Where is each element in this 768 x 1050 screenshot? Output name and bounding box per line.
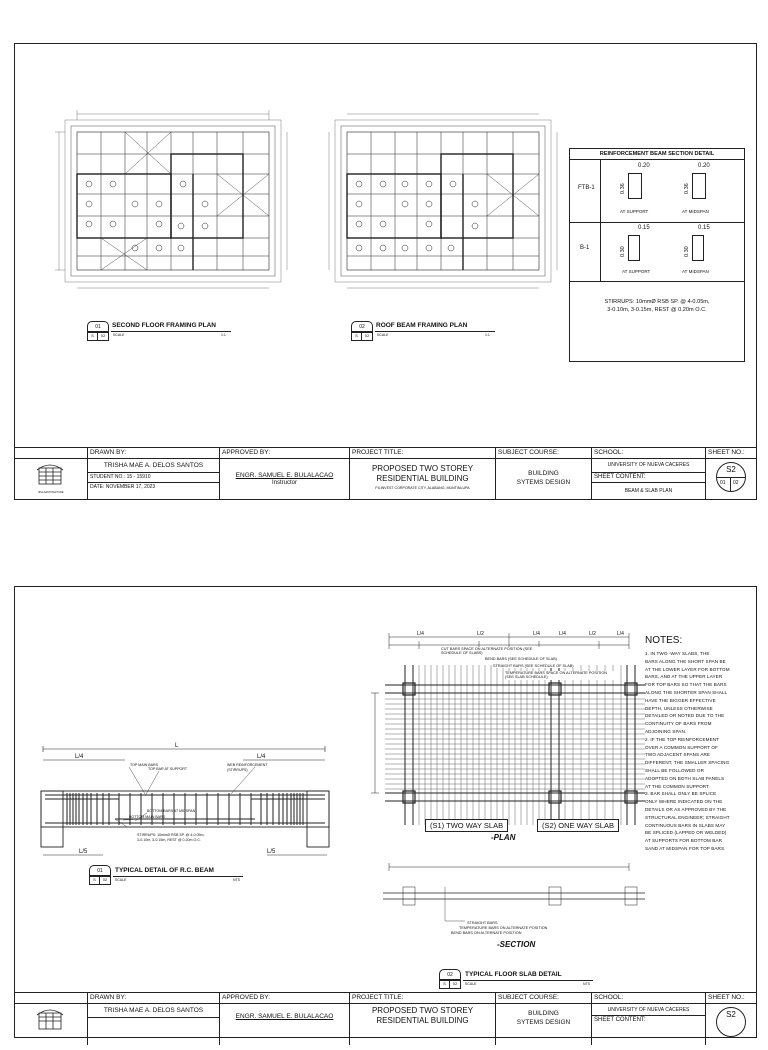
beam-stirrups-note-2: 3-0.10m, 3-0.15m, REST @ 0.20m O.C. (137, 838, 201, 842)
plan-number: 01 (87, 321, 109, 333)
approved-by-label: APPROVED BY: (222, 449, 271, 456)
beam-depth: 0.30 (620, 246, 626, 257)
approved-by-name: ENGR. SAMUEL E. BULALACAO (235, 1013, 334, 1020)
sheet-content: BEAM & SLAB PLAN (624, 488, 673, 494)
beam-detail-label (89, 865, 249, 887)
detail-scale-value: NTS (233, 878, 240, 882)
note-line: ADJOINING SPAN. (645, 728, 687, 734)
note-line: DEPTH, UNLESS OTHERWISE (645, 705, 713, 711)
beam-section-support (628, 235, 640, 261)
drawing-sheet-1 (14, 43, 757, 500)
callout-bottom-main-bars: BOTTOM MAIN BARS (129, 815, 166, 819)
school-label: SCHOOL: (594, 449, 624, 456)
beam-section-support (628, 173, 642, 199)
slab-dim-3: L/4 (533, 631, 540, 637)
callout-web-reinforcement: WEB REINFORCEMENT (STIRRUPS) (227, 763, 268, 772)
section-callout-temperature: TEMPERATURE BARS ON ALTERNATE POSITION (459, 926, 548, 930)
note-line: 3. BAR SHALL ONLY BE SPLICE (645, 791, 717, 797)
note-line: AT SUPPORTS FOR BOTTOM BAR (645, 838, 723, 844)
note-line: DIFFERENT, THE SMALLER SPACING (645, 760, 730, 766)
detail-scale-label: SCALE (115, 878, 127, 882)
sheet-content-label: SHEET CONTENT: (594, 1017, 646, 1023)
slab-dim-6: L/4 (617, 631, 624, 637)
note-line: BE SPLICED (LAPPED OR WELDED) (645, 830, 727, 836)
note-line: TWO ADJACENT SPANS ARE (645, 752, 711, 758)
sheet-no-label: SHEET NO.: (708, 994, 745, 1001)
rc-beam-detail-drawing (15, 587, 355, 887)
approved-by-name: ENGR. SAMUEL E. BULALACAO (235, 472, 334, 479)
sheet-index: 01 (720, 480, 726, 486)
notes-body (645, 650, 737, 853)
sheet-no-label: SHEET NO.: (708, 449, 745, 456)
slab-dim-5: L/2 (589, 631, 596, 637)
section-caption-midspan: AT MIDSPAN (682, 209, 709, 214)
slab-dim-2: L/2 (477, 631, 484, 637)
sheet-number-circle (716, 462, 746, 492)
beam-width: 0.20 (638, 163, 650, 169)
detail-title: TYPICAL DETAIL OF R.C. BEAM (115, 867, 214, 874)
slab-type-s2: (S2) ONE WAY SLAB (537, 819, 619, 832)
plan-number: 02 (351, 321, 373, 333)
note-line: OVER A COMMON SUPPORT OF (645, 744, 718, 750)
school-label: SCHOOL: (594, 994, 624, 1001)
note-line: HAVE THE BIGGER EFFECTIVE (645, 697, 716, 703)
detail-title: TYPICAL FLOOR SLAB DETAIL (465, 971, 562, 978)
note-line: ADOPTED ON BOTH SLAB PANELS (645, 775, 725, 781)
note-line: BARS ALONG THE SHORT SPAN BE (645, 658, 726, 664)
note-line: SHALL BE FOLLOWED OR (645, 767, 705, 773)
section-callout-straight: STRAIGHT BARS (467, 921, 498, 925)
logo-cell (15, 458, 87, 500)
beam-dim-L: L (175, 743, 179, 749)
note-line: AT THE LOWER LAYER FOR BOTTOM (645, 666, 730, 672)
notes-panel (645, 635, 737, 853)
plan-scale-value: 1:1 (221, 333, 226, 337)
callout-cut-bars: CUT BARS SPACE ON ALTERNATE POSITION (SEE SCHEDULE OF SLABS) (441, 647, 551, 656)
detail-number: 02 (439, 969, 461, 981)
callout-bend-bars: BEND BARS (SEE SCHEDULE OF SLAB) (485, 657, 557, 661)
detail-tag-b: 02 (99, 875, 111, 885)
title-block (15, 447, 756, 500)
project-location: FILINVEST CORPORATE CITY, ALABANG, MUNTINLUPA (375, 486, 470, 490)
subject-course-label: SUBJECT COURSE: (498, 994, 559, 1001)
project-title-line-2: RESIDENTIAL BUILDING (376, 1016, 469, 1025)
beam-width: 0.15 (638, 225, 650, 231)
note-line: SAND AT MIDSPAN FOR TOP BARS. (645, 845, 726, 851)
drawn-by-name: TRISHA MAE A. DELOS SANTOS (103, 1007, 204, 1014)
detail-number: 01 (89, 865, 111, 877)
logo-caption: BSA ARCHITECTURE (38, 491, 64, 494)
subject-line-2: SYTEMS DESIGN (516, 479, 571, 486)
logo-cell (15, 1003, 87, 1045)
detail-tag-b: 02 (449, 979, 461, 989)
drawn-by-label: DRAWN BY: (90, 449, 127, 456)
subject-course-label: SUBJECT COURSE: (498, 449, 559, 456)
callout-temperature-bars: TEMPERATURE BARS SPACE ON ALTERNATE POSITION (SEE SLAB SCHEDULE) (505, 671, 615, 680)
drawing-sheet-2 (14, 586, 757, 1038)
plan-tag-b: 02 (97, 331, 109, 341)
school-name: UNIVERSITY OF NUEVA CACERES (607, 462, 690, 468)
beam-section-midspan (692, 173, 706, 199)
section-caption-support: AT SUPPORT (620, 209, 649, 214)
beam-dim-L5-right: L/5 (267, 849, 276, 855)
slab-type-s1: (S1) TWO WAY SLAB (425, 819, 508, 832)
stirrups-note-line-1: STIRRUPS: 10mmØ RSB SP. @ 4-0.05m, (604, 299, 710, 305)
section-caption-midspan: AT MIDSPAN (682, 269, 709, 274)
stirrups-note-line-2: 3-0.10m, 3-0.15m, REST @ 0.20m O.C. (607, 307, 707, 313)
slab-dim-1: L/4 (417, 631, 424, 637)
section-view-label: -SECTION (497, 940, 536, 949)
note-line: CONTINUOUS BARS IN SLABS MAY (645, 822, 726, 828)
section-caption-support: AT SUPPORT (622, 269, 651, 274)
project-title-line-2: RESIDENTIAL BUILDING (376, 474, 469, 483)
note-line: STRUCTURAL ENGINEER; STRAIGHT (645, 814, 730, 820)
project-title-label: PROJECT TITLE: (352, 449, 404, 456)
beam-section-detail-table (569, 148, 745, 362)
subject-line-1: BUILDING (528, 470, 559, 477)
note-line: FOR TOP BARS SO THAT THE BARS (645, 682, 727, 688)
sheet-number-circle (716, 1007, 746, 1037)
plan-title: ROOF BEAM FRAMING PLAN (376, 322, 468, 329)
note-line: DETAILED OR NOTED DUE TO THE (645, 713, 725, 719)
plan-scale-label: SCALE (377, 333, 389, 337)
callout-bottom-bars-midspan: BOTTOM BARS AT MIDSPAN (147, 809, 196, 813)
beam-detail-title: REINFORCEMENT BEAM SECTION DETAIL (570, 149, 744, 160)
plan-label-2 (351, 321, 501, 343)
sheet-number: S2 (726, 465, 736, 474)
beam-stirrups-note-1: STIRRUPS: 10mmØ RSB SP. @ 4-0.05m, (137, 833, 205, 837)
approved-by-role: Instructor (271, 480, 297, 486)
project-title-line-1: PROPOSED TWO STOREY (371, 464, 474, 473)
second-floor-framing-plan (55, 110, 287, 288)
sheet-number: S2 (726, 1010, 736, 1019)
plan-tag-b: 02 (361, 331, 373, 341)
plan-tag-a: S (87, 331, 98, 341)
project-title-line-1: PROPOSED TWO STOREY (371, 1006, 474, 1015)
beam-width-midspan: 0.15 (698, 225, 710, 231)
detail-tag-a: S (89, 875, 100, 885)
school-name: UNIVERSITY OF NUEVA CACERES (607, 1007, 690, 1013)
beam-depth: 0.36 (620, 183, 626, 194)
plan-tag-a: S (351, 331, 362, 341)
notes-title: NOTES: (645, 635, 683, 646)
note-line: 2. IF THE TOP REINFORCEMENT (645, 736, 720, 742)
callout-top-bar-support: TOP BAR AT SUPPORT (148, 767, 188, 771)
plan-label-1 (87, 321, 237, 343)
plan-title: SECOND FLOOR FRAMING PLAN (112, 322, 216, 329)
approved-by-label: APPROVED BY: (222, 994, 271, 1001)
beam-name: B-1 (580, 245, 590, 251)
roof-beam-framing-plan (329, 114, 557, 288)
drawn-by-label: DRAWN BY: (90, 994, 127, 1001)
plan-view-label: -PLAN (491, 833, 516, 842)
note-line: CONTINUITY OF BARS FROM (645, 721, 712, 727)
beam-section-midspan (692, 235, 704, 261)
beam-dim-L5-left: L/5 (79, 849, 88, 855)
note-line: AT THE COMMON SUPPORT. (645, 783, 710, 789)
beam-depth-midspan: 0.36 (684, 183, 690, 194)
building-logo-icon (15, 1003, 87, 1045)
plan-scale-value: 1:1 (485, 333, 490, 337)
detail-scale-label: SCALE (465, 982, 477, 986)
project-title-label: PROJECT TITLE: (352, 994, 404, 1001)
drawing-date: DATE: NOVEMBER 17, 2023 (90, 484, 156, 490)
note-line: 1. IN TWO -WAY SLABS, THE (645, 651, 710, 656)
beam-dim-L4-right: L/4 (257, 754, 266, 760)
slab-dim-4: L/4 (559, 631, 566, 637)
detail-tag-a: S (439, 979, 450, 989)
detail-scale-value: NTS (583, 982, 590, 986)
drawn-by-name: TRISHA MAE A. DELOS SANTOS (103, 462, 204, 469)
beam-dim-L4-left: L/4 (75, 754, 84, 760)
student-number: STUDENT NO.: 15 - 15910 (90, 474, 151, 480)
note-line: DETAILS OR AS APPROVED BY THE (645, 806, 727, 812)
note-line: ONLY WHERE INDICATED ON THE (645, 799, 723, 805)
plan-scale-label: SCALE (113, 333, 125, 337)
subject-line-2: SYTEMS DESIGN (516, 1019, 571, 1026)
callout-top-main-bars: TOP MAIN BARS (130, 763, 159, 767)
beam-name: FTB-1 (578, 185, 595, 191)
callout-straight-bars: STRAIGHT BARS (SEE SCHEDULE OF SLAB) (493, 664, 574, 668)
title-block (15, 992, 756, 1045)
sheet-content-label: SHEET CONTENT: (594, 474, 646, 480)
section-callout-bend: BEND BARS ON ALTERNATE POSITION (451, 931, 522, 935)
sheet-total: 02 (733, 480, 739, 486)
slab-detail-label (439, 969, 599, 991)
note-line: BARS, AND AT THE UPPER LAYER (645, 674, 723, 680)
note-line: ALONG THE SHORTER SPAN SHALL (645, 689, 728, 695)
beam-width-midspan: 0.20 (698, 163, 710, 169)
beam-depth-midspan: 0.30 (684, 246, 690, 257)
subject-line-1: BUILDING (528, 1010, 559, 1017)
